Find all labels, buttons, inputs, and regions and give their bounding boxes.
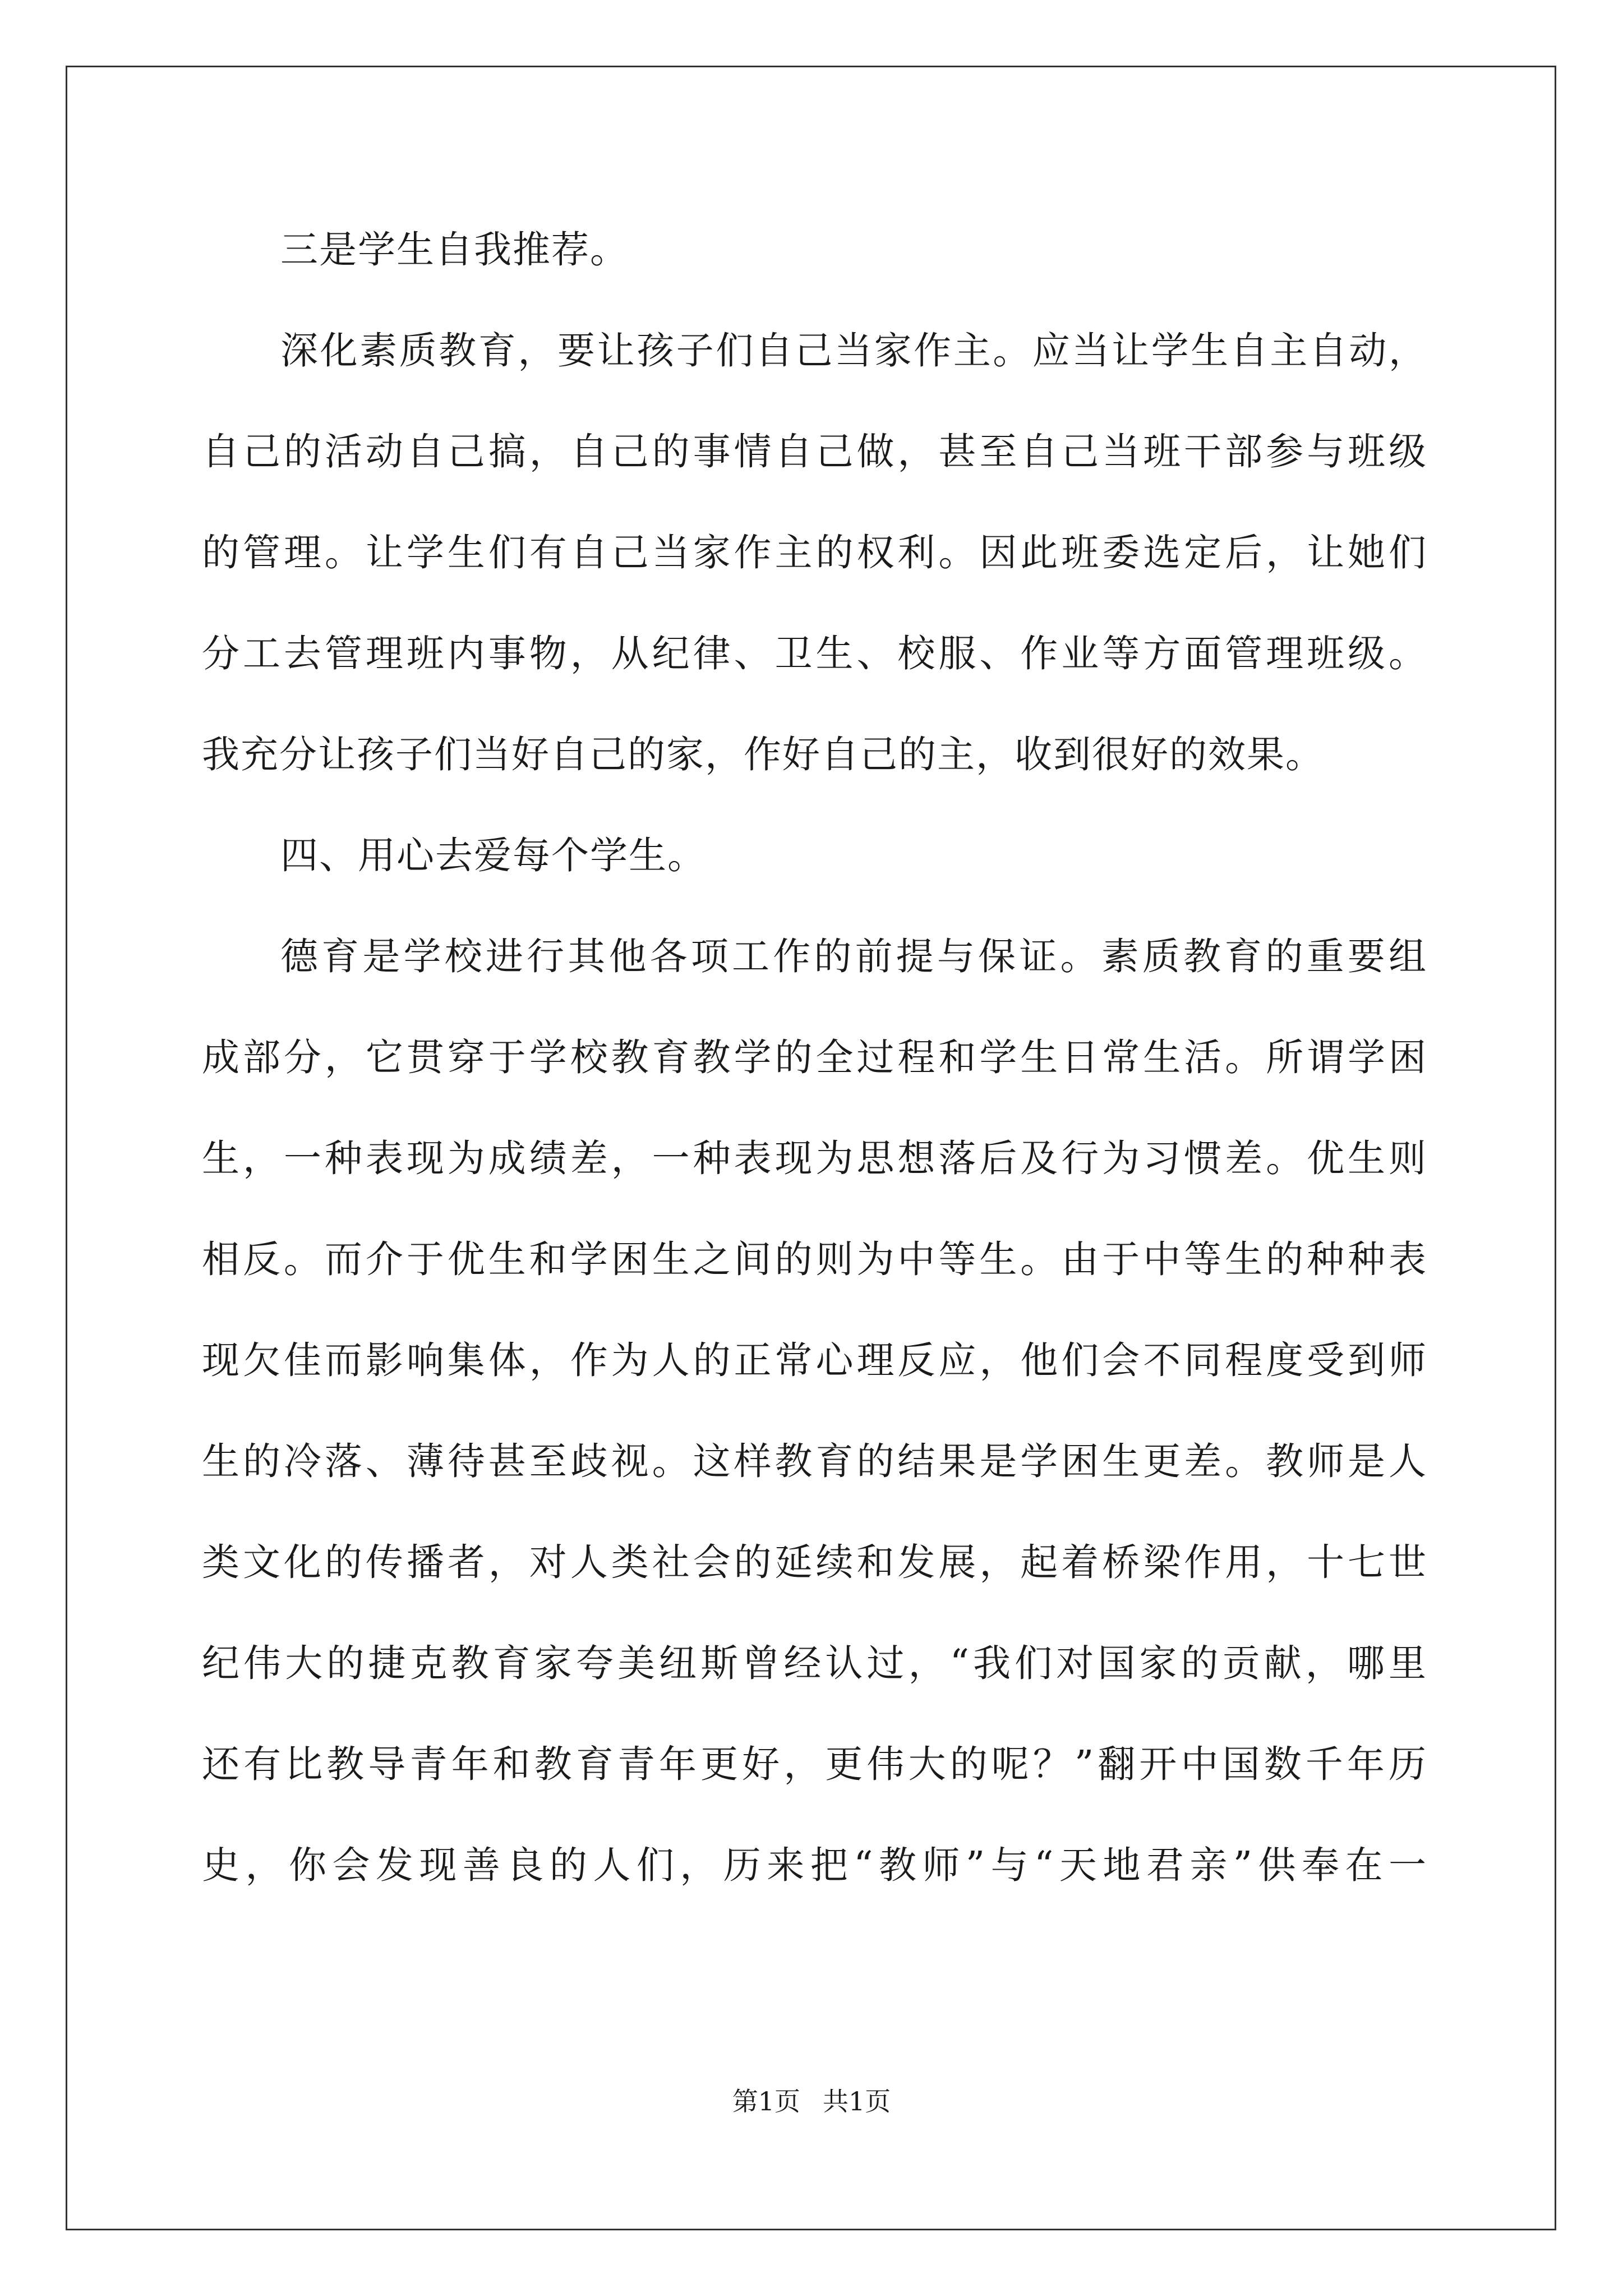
paragraph-line: 现欠佳而影响集体，作为人的正常心理反应，他们会不同程度受到师 <box>202 1338 1427 1382</box>
paragraph-line: 史，你会发现善良的人们，历来把“教师”与“天地君亲”供奉在一 <box>202 1843 1427 1887</box>
page-total: 共1页 <box>823 2086 891 2116</box>
document-body <box>202 199 1427 1916</box>
paragraph-line: 三是学生自我推荐。 <box>280 228 629 272</box>
paragraph-line: 成部分，它贯穿于学校教育教学的全过程和学生日常生活。所谓学困 <box>202 1036 1427 1079</box>
paragraph-line: 的管理。让学生们有自己当家作主的权利。因此班委选定后，让她们 <box>202 531 1427 574</box>
paragraph-line: 还有比教导青年和教育青年更好，更伟大的呢？”翻开中国数千年历 <box>202 1742 1427 1786</box>
paragraph-line: 我充分让孩子们当好自己的家，作好自己的主，收到很好的效果。 <box>202 733 1324 776</box>
paragraph-line: 德育是学校进行其他各项工作的前提与保证。素质教育的重要组 <box>280 935 1427 978</box>
paragraph-line: 生的冷落、薄待甚至歧视。这样教育的结果是学困生更差。教师是人 <box>202 1439 1427 1483</box>
paragraph-line: 分工去管理班内事物，从纪律、卫生、校服、作业等方面管理班级。 <box>202 632 1427 675</box>
section-heading: 四、用心去爱每个学生。 <box>280 834 706 877</box>
paragraph-line: 深化素质教育，要让孩子们自己当家作主。应当让学生自主自动， <box>280 329 1427 372</box>
paragraph-line: 相反。而介于优生和学困生之间的则为中等生。由于中等生的种种表 <box>202 1237 1427 1281</box>
paragraph-line: 类文化的传播者，对人类社会的延续和发展，起着桥梁作用，十七世 <box>202 1540 1427 1584</box>
paragraph-line: 纪伟大的捷克教育家夸美纽斯曾经认过，“我们对国家的贡献，哪里 <box>202 1641 1427 1685</box>
paragraph-line: 生，一种表现为成绩差，一种表现为思想落后及行为习惯差。优生则 <box>202 1137 1427 1180</box>
page-number: 第1页 <box>732 2086 800 2116</box>
page-footer <box>0 2081 1623 2118</box>
paragraph-line: 自己的活动自己搞，自己的事情自己做，甚至自己当班干部参与班级 <box>202 430 1427 473</box>
